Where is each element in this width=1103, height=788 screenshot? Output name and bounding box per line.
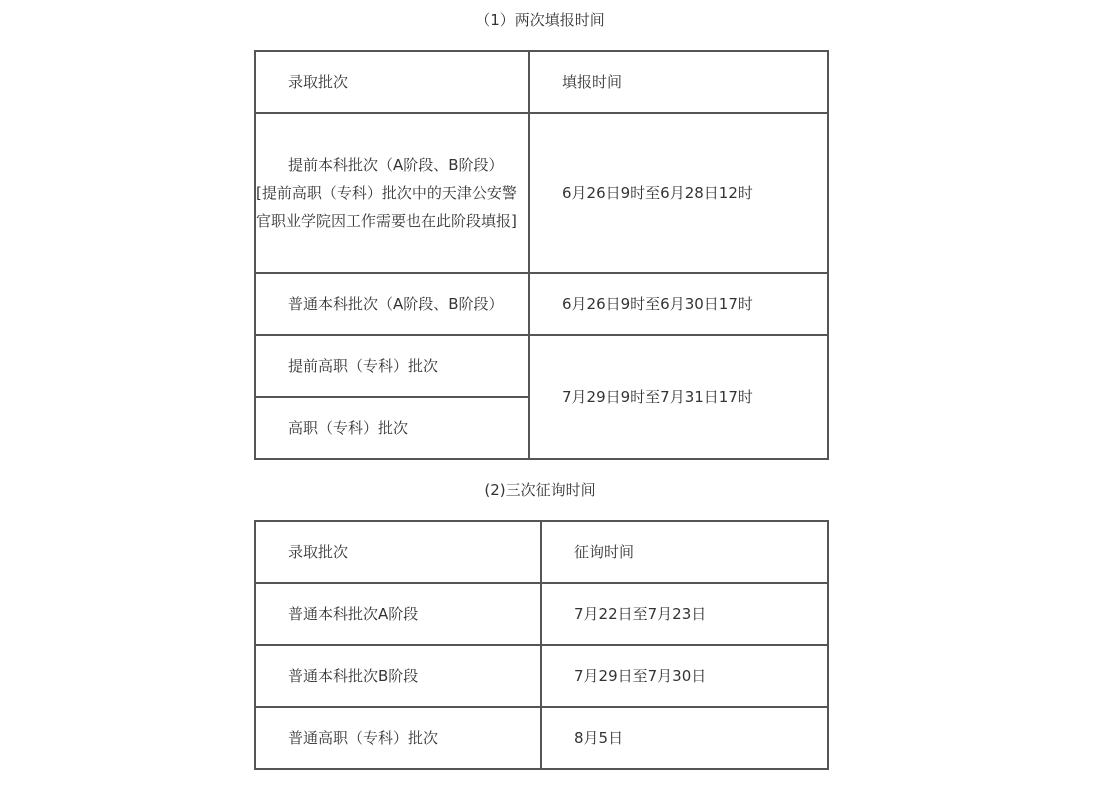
batch-cell — [255, 113, 529, 273]
batch-label: 提前本科批次（A阶段、B阶段） — [288, 156, 504, 174]
header-cell-fill-time: 填报时间 — [529, 51, 828, 113]
header-cell-batch: 录取批次 — [255, 521, 541, 583]
section1-caption: （1）两次填报时间 — [475, 11, 605, 29]
table-row — [255, 113, 828, 273]
section2-caption: (2)三次征询时间 — [484, 481, 596, 499]
consult-schedule-table — [254, 520, 829, 770]
time-cell: 6月26日9时至6月30日17时 — [529, 273, 828, 335]
header-cell-consult-time: 征询时间 — [541, 521, 828, 583]
table-row — [255, 583, 828, 645]
time-cell: 7月29日至7月30日 — [541, 645, 828, 707]
batch-cell: 普通本科批次B阶段 — [255, 645, 541, 707]
batch-cell: 普通本科批次A阶段 — [255, 583, 541, 645]
table-row — [255, 707, 828, 769]
batch-note: [提前高职（专科）批次中的天津公安警官职业学院因工作需要也在此阶段填报] — [256, 184, 517, 230]
time-cell-merged: 7月29日9时至7月31日17时 — [529, 335, 828, 459]
batch-cell: 普通本科批次（A阶段、B阶段） — [255, 273, 529, 335]
table-row — [255, 273, 828, 335]
header-cell-batch: 录取批次 — [255, 51, 529, 113]
time-cell: 6月26日9时至6月28日12时 — [529, 113, 828, 273]
batch-cell: 普通高职（专科）批次 — [255, 707, 541, 769]
table-row — [255, 335, 828, 397]
table-header-row — [255, 521, 828, 583]
table-header-row — [255, 51, 828, 113]
time-cell: 7月22日至7月23日 — [541, 583, 828, 645]
fill-schedule-table — [254, 50, 829, 460]
batch-cell: 提前高职（专科）批次 — [255, 335, 529, 397]
table-row — [255, 645, 828, 707]
time-cell: 8月5日 — [541, 707, 828, 769]
batch-cell: 高职（专科）批次 — [255, 397, 529, 459]
